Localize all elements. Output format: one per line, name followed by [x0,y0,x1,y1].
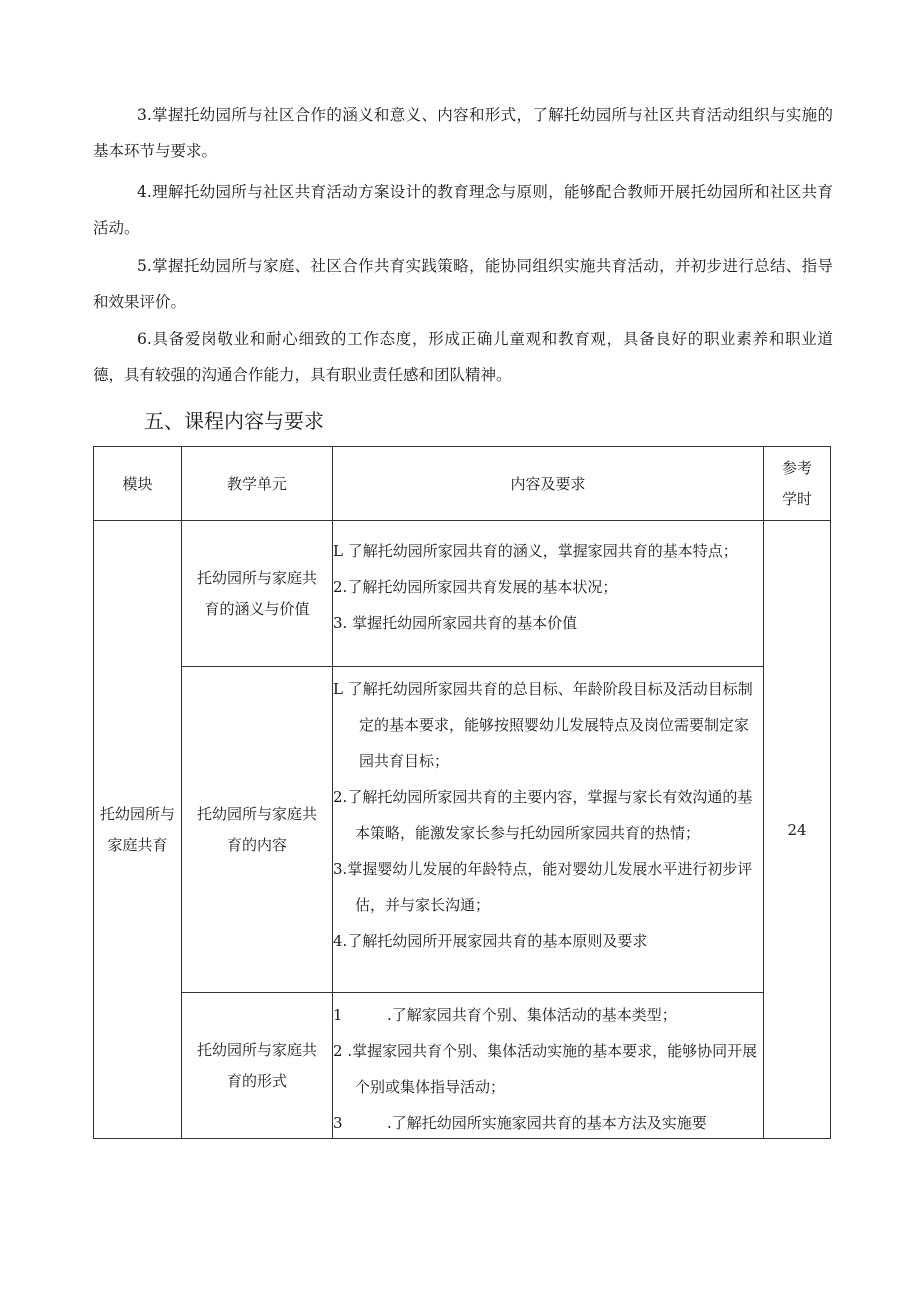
unit-cell-1: 托幼园所与家庭共 育的涵义与价值 [182,521,333,667]
objective-6: 6.具备爱岗敬业和耐心细致的工作态度，形成正确儿童观和教育观，具备良好的职业素养和职业道德，具有较强的沟通合作能力，具有职业责任感和团队精神。 [93,330,833,384]
table-row [94,667,831,993]
list-item: 3 .了解托幼园所实施家园共育的基本方法及实施要 [333,1114,707,1132]
hours-cell: 24 [764,521,831,1139]
course-content-table [93,446,831,1139]
content-cell-3 [333,993,764,1139]
unit-cell-2: 托幼园所与家庭共 育的内容 [182,667,333,993]
objective-4: 4.理解托幼园所与社区共育活动方案设计的教育理念与原则，能够配合教师开展托幼园所和社区共育活动。 [93,183,833,237]
list-item: 3.掌握婴幼儿发展的年龄特点，能对婴幼儿发展水平进行初步评估，并与家长沟通； [333,860,753,914]
content-cell-2 [333,667,764,993]
list-item: 2 .掌握家园共育个别、集体活动实施的基本要求，能够协同开展个别或集体指导活动； [333,1042,758,1096]
objective-5: 5.掌握托幼园所与家庭、社区合作共育实践策略，能协同组织实施共育活动，并初步进行总结、指导和效果评价。 [93,257,833,311]
header-module: 模块 [94,447,182,521]
content-cell-1 [333,521,764,667]
unit-cell-3: 托幼园所与家庭共 育的形式 [182,993,333,1139]
objective-3: 3.掌握托幼园所与社区合作的涵义和意义、内容和形式，了解托幼园所与社区共育活动组织与实施的基本环节与要求。 [93,106,833,160]
header-content: 内容及要求 [333,447,764,521]
table-row [94,993,831,1139]
list-item: 3. 掌握托幼园所家园共育的基本价值 [333,614,578,632]
module-cell: 托幼园所与 家庭共育 [94,521,182,1139]
section-title: 五、课程内容与要求 [144,409,324,433]
list-item: 2.了解托幼园所家园共育发展的基本状况； [333,578,618,596]
header-unit: 教学单元 [182,447,333,521]
list-item: 2.了解托幼园所家园共育的主要内容，掌握与家长有效沟通的基本策略，能激发家长参与托幼园所家园共育的热情； [333,788,753,842]
table-header-row [94,447,831,521]
list-item: 4.了解托幼园所开展家园共育的基本原则及要求 [333,932,648,950]
list-item: 1 .了解家园共育个别、集体活动的基本类型； [333,1006,677,1024]
header-hours: 参考 学时 [764,447,831,521]
list-item: L 了解托幼园所家园共育的涵义，掌握家园共育的基本特点； [333,542,738,560]
table-row [94,521,831,667]
list-item: L 了解托幼园所家园共育的总目标、年龄阶段目标及活动目标制定的基本要求，能够按照婴幼儿发展特点及岗位需要制定家园共育目标； [333,680,753,770]
